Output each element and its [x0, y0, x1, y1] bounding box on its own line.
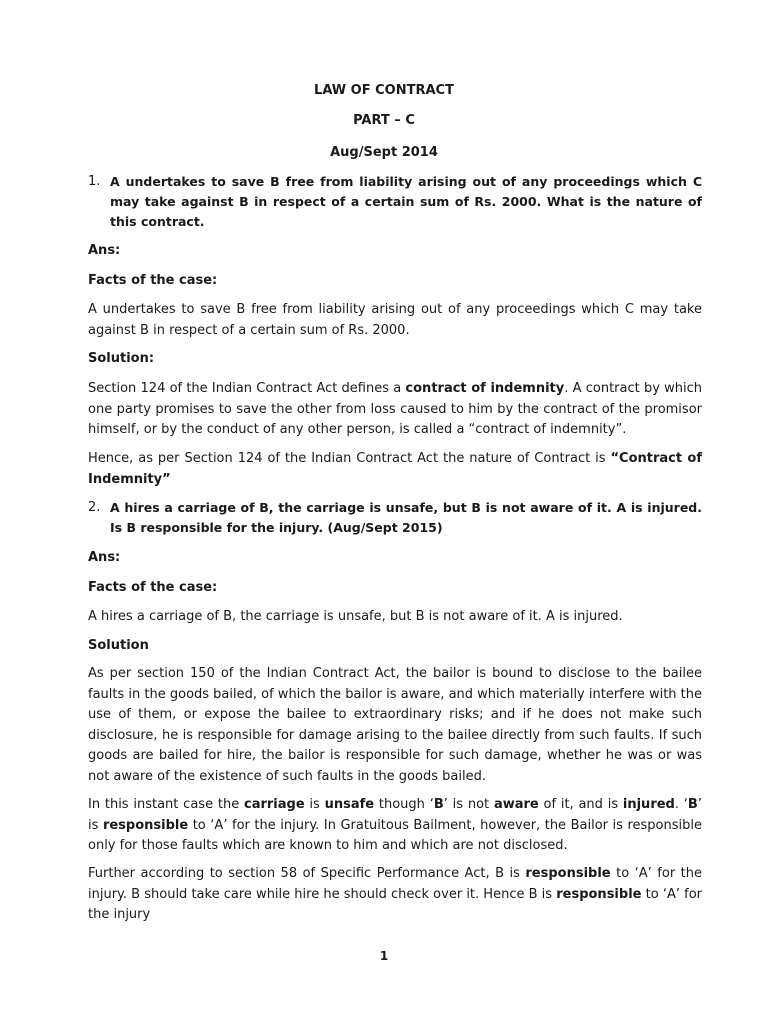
text-run: to ‘A’ for the injury. In Gratuitous Bailment, however, the Bailor is responsible only for those faults which are known to him and which are not disclosed.	[88, 817, 702, 853]
text-run: Hence, as per Section 124 of the Indian Contract Act the nature of Contract is	[88, 451, 611, 466]
text-run-bold: aware	[493, 797, 539, 812]
text-run: Further according to section 58 of Specific Performance Act, B is	[88, 866, 526, 881]
q2-facts-label: Facts of the case:	[88, 580, 218, 595]
question-2-number: 2.	[88, 500, 101, 515]
text-run: Section 124 of the Indian Contract Act defines a	[88, 381, 406, 396]
q1-solution-paragraph-1	[88, 379, 702, 441]
q1-solution-paragraph-2	[88, 449, 702, 490]
text-run-bold: B	[433, 797, 444, 812]
question-1-number: 1.	[88, 174, 101, 189]
text-run: . A contract by which one party promises to save the other from loss caused to him by the contract of the promisor himself, or by the conduct of any other person, is called a “contract of indemnity”.	[88, 381, 702, 437]
q2-ans-label: Ans:	[88, 550, 121, 565]
q2-solution-paragraph-2	[88, 795, 702, 857]
session-heading: Aug/Sept 2014	[330, 145, 438, 160]
document-title: LAW OF CONTRACT	[314, 83, 454, 98]
text-run: to ‘A’ for the injury. B should take care while hire he should check over it. Hence B is	[88, 866, 703, 902]
text-run: though ‘	[374, 797, 434, 812]
part-heading: PART – C	[353, 113, 415, 128]
text-run-bold: unsafe	[324, 797, 375, 812]
text-run: . ‘	[674, 797, 688, 812]
q2-solution-label: Solution	[88, 638, 149, 653]
text-run: is	[304, 797, 325, 812]
q1-facts-label: Facts of the case:	[88, 273, 218, 288]
text-run-bold: contract of indemnity	[405, 381, 565, 396]
text-run: to ‘A’ for the injury	[88, 886, 703, 922]
q1-ans-label: Ans:	[88, 243, 121, 258]
q2-facts-text: A hires a carriage of B, the carriage is unsafe, but B is not aware of it. A is injured.	[88, 609, 623, 624]
text-run: of it, and is	[538, 797, 623, 812]
page-number: 1	[379, 949, 389, 963]
text-run: ’ is not	[443, 797, 494, 812]
text-run-bold: responsible	[102, 817, 189, 833]
q1-solution-label: Solution:	[88, 351, 155, 366]
text-run-bold: B	[687, 797, 698, 812]
text-run-bold: “Contract of Indemnity”	[88, 451, 702, 487]
text-run: ’ is	[88, 797, 702, 833]
question-2-text: A hires a carriage of B, the carriage is unsafe, but B is not aware of it. A is injured. Is B responsible for the injury. (Aug/Sept 2015)	[110, 500, 702, 535]
text-run-bold: injured	[622, 797, 675, 812]
q2-solution-paragraph-3	[88, 864, 702, 926]
question-1-text: A undertakes to save B free from liability arising out of any proceedings which C may take against B in respect of a certain sum of Rs. 2000. What is the nature of this contract.	[110, 174, 702, 229]
q2-solution-paragraph-1: As per section 150 of the Indian Contract Act, the bailor is bound to disclose to the bailee faults in the goods bailed, of which the bailor is aware, and which materially interfere with the use of them, or expose the bailee to extraordinary risks; and if he does not make such disclosure, he is responsible for damage arising to the bailee directly from such faults. If such goods are bailed for hire, the bailor is responsible for such damage, whether he was or was not aware of the existence of such faults in the goods bailed.	[88, 666, 702, 784]
text-run-bold: carriage	[243, 797, 305, 812]
text-run-bold: responsible	[525, 866, 611, 881]
text-run: In this instant case the	[88, 797, 244, 812]
q1-facts-text: A undertakes to save B free from liability arising out of any proceedings which C may take against B in respect of a certain sum of Rs. 2000.	[88, 302, 702, 338]
text-run-bold: responsible	[556, 886, 642, 902]
